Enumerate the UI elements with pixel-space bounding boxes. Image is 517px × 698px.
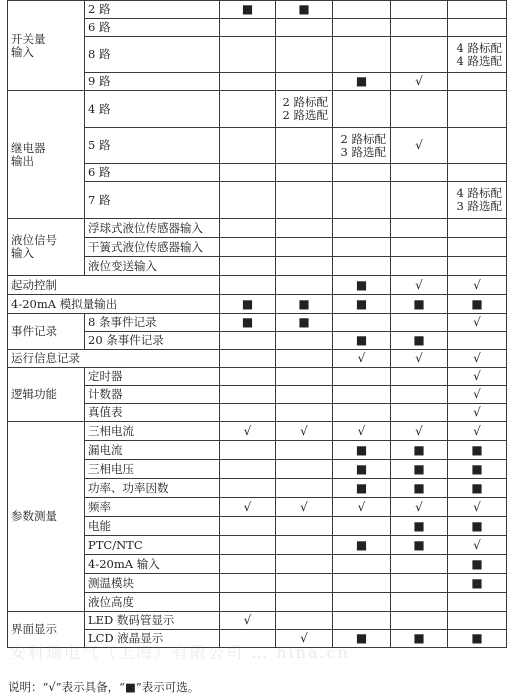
availability-mark	[448, 19, 507, 37]
availability-mark	[276, 219, 333, 238]
availability-mark	[333, 517, 391, 536]
availability-mark	[333, 182, 391, 219]
feature-item: 5 路	[85, 128, 220, 164]
availability-mark: ■	[220, 314, 276, 332]
table-row	[8, 276, 507, 295]
availability-mark: √	[448, 350, 507, 368]
cell-line: 事件记录	[11, 324, 57, 338]
availability-mark	[333, 386, 391, 404]
availability-mark	[448, 219, 507, 238]
availability-mark	[276, 257, 333, 276]
availability-mark	[276, 555, 333, 574]
availability-mark	[276, 276, 333, 295]
availability-mark	[220, 479, 276, 498]
availability-mark	[276, 182, 333, 219]
cell-line: 2 路选配	[282, 108, 328, 122]
category-label	[8, 422, 85, 612]
availability-mark	[220, 536, 276, 555]
feature-item: 8 条事件记录	[85, 314, 220, 332]
cell-line: 逻辑功能	[11, 387, 57, 401]
availability-mark	[391, 238, 448, 257]
table-row	[8, 368, 507, 386]
availability-mark: √	[391, 422, 448, 441]
availability-mark: ■	[333, 479, 391, 498]
availability-mark	[276, 574, 333, 593]
availability-mark	[391, 37, 448, 73]
availability-mark	[448, 257, 507, 276]
availability-mark: √	[333, 350, 391, 368]
feature-item: 浮球式液位传感器输入	[85, 219, 220, 238]
cell-line: 界面显示	[11, 622, 57, 636]
availability-mark: ■	[448, 295, 507, 314]
table-row	[8, 612, 507, 630]
availability-mark	[391, 257, 448, 276]
availability-mark: √	[391, 350, 448, 368]
availability-mark: √	[448, 422, 507, 441]
availability-mark: ■	[276, 1, 333, 19]
cell-line: 4 路选配	[456, 53, 502, 68]
watermark-text: 安科瑞电气（上海）有限公司 … hina.cn	[10, 643, 350, 662]
availability-mark: √	[391, 276, 448, 295]
cell-line: 继电器	[11, 140, 46, 155]
availability-mark	[391, 368, 448, 386]
availability-mark	[448, 1, 507, 19]
availability-mark: √	[220, 422, 276, 441]
feature-item: 2 路	[85, 1, 220, 19]
availability-mark	[448, 332, 507, 350]
availability-mark	[220, 460, 276, 479]
availability-mark: √	[276, 498, 333, 517]
availability-mark: ■	[333, 536, 391, 555]
feature-item: 三相电压	[85, 460, 220, 479]
availability-mark	[391, 19, 448, 37]
availability-mark	[391, 555, 448, 574]
availability-mark	[220, 574, 276, 593]
availability-mark	[276, 19, 333, 37]
availability-mark: ■	[448, 555, 507, 574]
availability-mark	[391, 314, 448, 332]
availability-mark: √	[448, 404, 507, 422]
cell-line: 输入	[11, 44, 34, 59]
cell-line: 4 路标配	[456, 186, 502, 200]
availability-mark	[220, 182, 276, 219]
availability-mark: √	[448, 314, 507, 332]
availability-mark: √	[391, 498, 448, 517]
availability-mark	[276, 164, 333, 182]
availability-mark	[220, 593, 276, 612]
availability-mark: ■	[391, 460, 448, 479]
availability-mark	[448, 128, 507, 164]
availability-mark	[333, 37, 391, 73]
availability-mark	[391, 612, 448, 630]
availability-mark	[448, 73, 507, 91]
availability-mark	[276, 593, 333, 612]
feature-item: 7 路	[85, 182, 220, 219]
availability-mark: ■	[333, 630, 391, 648]
availability-mark	[220, 37, 276, 73]
availability-mark: ■	[391, 536, 448, 555]
feature-item: 4 路	[85, 91, 220, 128]
availability-mark	[391, 593, 448, 612]
availability-mark	[391, 164, 448, 182]
feature-label: 起动控制	[8, 276, 220, 295]
availability-mark	[220, 332, 276, 350]
availability-mark	[276, 332, 333, 350]
availability-mark: ■	[448, 479, 507, 498]
availability-mark	[448, 238, 507, 257]
availability-mark	[333, 555, 391, 574]
availability-mark	[276, 460, 333, 479]
feature-spec-table	[7, 0, 507, 648]
availability-mark	[220, 555, 276, 574]
cell-line: 液位信号	[11, 233, 57, 247]
availability-mark	[333, 19, 391, 37]
availability-mark	[333, 612, 391, 630]
availability-mark	[220, 91, 276, 128]
availability-mark	[333, 1, 391, 19]
availability-mark: ■	[391, 630, 448, 648]
availability-mark	[220, 386, 276, 404]
availability-mark	[276, 612, 333, 630]
availability-mark	[276, 441, 333, 460]
feature-item: 计数器	[85, 386, 220, 404]
availability-mark	[220, 350, 276, 368]
feature-item: 8 路	[85, 37, 220, 73]
config-note-cell	[448, 37, 507, 73]
cell-line: 2 路标配	[340, 131, 386, 146]
availability-mark: √	[220, 498, 276, 517]
table-row	[8, 91, 507, 128]
availability-mark	[276, 37, 333, 73]
availability-mark: √	[448, 536, 507, 555]
cell-line: 参数测量	[11, 509, 57, 523]
table-row	[8, 1, 507, 19]
availability-mark: √	[448, 498, 507, 517]
availability-mark	[448, 612, 507, 630]
cell-line: 2 路标配	[282, 95, 328, 109]
cell-line: 3 路选配	[340, 144, 386, 159]
feature-item: 真值表	[85, 404, 220, 422]
table-row	[8, 422, 507, 441]
feature-item: 4-20mA 输入	[85, 555, 220, 574]
availability-mark	[220, 368, 276, 386]
config-note-cell	[333, 128, 391, 164]
cell-line: 4 路标配	[456, 40, 502, 55]
availability-mark	[276, 73, 333, 91]
feature-item: 9 路	[85, 73, 220, 91]
availability-mark: ■	[333, 332, 391, 350]
availability-mark	[448, 91, 507, 128]
availability-mark: ■	[333, 441, 391, 460]
availability-mark	[333, 238, 391, 257]
feature-item: 液位高度	[85, 593, 220, 612]
availability-mark	[448, 164, 507, 182]
availability-mark: √	[220, 612, 276, 630]
availability-mark: ■	[333, 73, 391, 91]
availability-mark: √	[448, 386, 507, 404]
availability-mark: √	[391, 128, 448, 164]
availability-mark	[220, 73, 276, 91]
category-label	[8, 1, 85, 91]
availability-mark: ■	[448, 517, 507, 536]
availability-mark	[333, 219, 391, 238]
availability-mark	[220, 404, 276, 422]
availability-mark	[333, 593, 391, 612]
availability-mark	[391, 574, 448, 593]
category-label	[8, 612, 85, 648]
availability-mark: ■	[391, 479, 448, 498]
availability-mark: √	[333, 498, 391, 517]
feature-item: PTC/NTC	[85, 536, 220, 555]
availability-mark: √	[448, 368, 507, 386]
feature-item: LCD 液晶显示	[85, 630, 220, 648]
feature-item: 功率、功率因数	[85, 479, 220, 498]
availability-mark	[220, 128, 276, 164]
availability-mark: √	[276, 630, 333, 648]
availability-mark	[220, 517, 276, 536]
availability-mark: √	[391, 73, 448, 91]
availability-mark	[333, 574, 391, 593]
feature-item: 6 路	[85, 19, 220, 37]
table-row	[8, 350, 507, 368]
cell-line: 开关量	[11, 31, 46, 46]
availability-mark	[276, 517, 333, 536]
availability-mark	[333, 164, 391, 182]
availability-mark: √	[448, 276, 507, 295]
availability-mark	[276, 350, 333, 368]
legend-footnote: 说明：“√”表示具备，“■”表示可选。	[8, 680, 200, 694]
availability-mark	[391, 386, 448, 404]
cell-line: 3 路选配	[456, 199, 502, 213]
feature-item: 漏电流	[85, 441, 220, 460]
feature-item: 电能	[85, 517, 220, 536]
table-row	[8, 295, 507, 314]
config-note-cell	[276, 91, 333, 128]
feature-item: 测温模块	[85, 574, 220, 593]
availability-mark	[333, 314, 391, 332]
availability-mark	[220, 164, 276, 182]
availability-mark: ■	[391, 517, 448, 536]
availability-mark	[333, 368, 391, 386]
category-label	[8, 91, 85, 219]
availability-mark	[276, 479, 333, 498]
category-label	[8, 368, 85, 422]
availability-mark	[391, 91, 448, 128]
availability-mark: ■	[276, 295, 333, 314]
availability-mark	[333, 404, 391, 422]
availability-mark	[220, 441, 276, 460]
availability-mark: ■	[391, 295, 448, 314]
availability-mark: ■	[333, 295, 391, 314]
availability-mark: ■	[391, 441, 448, 460]
category-label	[8, 314, 85, 350]
table-row	[8, 219, 507, 238]
availability-mark: ■	[448, 574, 507, 593]
availability-mark: ■	[448, 441, 507, 460]
availability-mark: √	[333, 422, 391, 441]
feature-item: 20 条事件记录	[85, 332, 220, 350]
availability-mark: ■	[333, 276, 391, 295]
availability-mark: ■	[220, 295, 276, 314]
feature-item: 干簧式液位传感器输入	[85, 238, 220, 257]
availability-mark: ■	[448, 460, 507, 479]
availability-mark	[448, 593, 507, 612]
availability-mark: ■	[276, 314, 333, 332]
availability-mark	[276, 386, 333, 404]
feature-item: 6 路	[85, 164, 220, 182]
feature-item: LED 数码管显示	[85, 612, 220, 630]
table-row	[8, 314, 507, 332]
availability-mark	[276, 128, 333, 164]
availability-mark: ■	[448, 630, 507, 648]
availability-mark	[220, 276, 276, 295]
availability-mark	[333, 257, 391, 276]
availability-mark	[391, 404, 448, 422]
availability-mark	[220, 630, 276, 648]
feature-item: 频率	[85, 498, 220, 517]
availability-mark	[276, 238, 333, 257]
availability-mark	[276, 368, 333, 386]
availability-mark	[391, 182, 448, 219]
availability-mark	[220, 257, 276, 276]
availability-mark	[220, 219, 276, 238]
availability-mark: ■	[220, 1, 276, 19]
table-body	[8, 1, 507, 648]
config-note-cell	[448, 182, 507, 219]
cell-line: 输出	[11, 153, 34, 168]
availability-mark	[333, 91, 391, 128]
category-label	[8, 219, 85, 276]
cell-line: 输入	[11, 246, 34, 260]
feature-label: 4-20mA 模拟量输出	[8, 295, 220, 314]
availability-mark	[391, 1, 448, 19]
availability-mark	[276, 536, 333, 555]
availability-mark: ■	[333, 460, 391, 479]
availability-mark	[220, 238, 276, 257]
availability-mark: √	[276, 422, 333, 441]
feature-item: 三相电流	[85, 422, 220, 441]
availability-mark	[276, 404, 333, 422]
availability-mark: ■	[391, 332, 448, 350]
feature-item: 定时器	[85, 368, 220, 386]
availability-mark	[220, 19, 276, 37]
feature-label: 运行信息记录	[8, 350, 220, 368]
availability-mark	[391, 219, 448, 238]
feature-item: 液位变送输入	[85, 257, 220, 276]
